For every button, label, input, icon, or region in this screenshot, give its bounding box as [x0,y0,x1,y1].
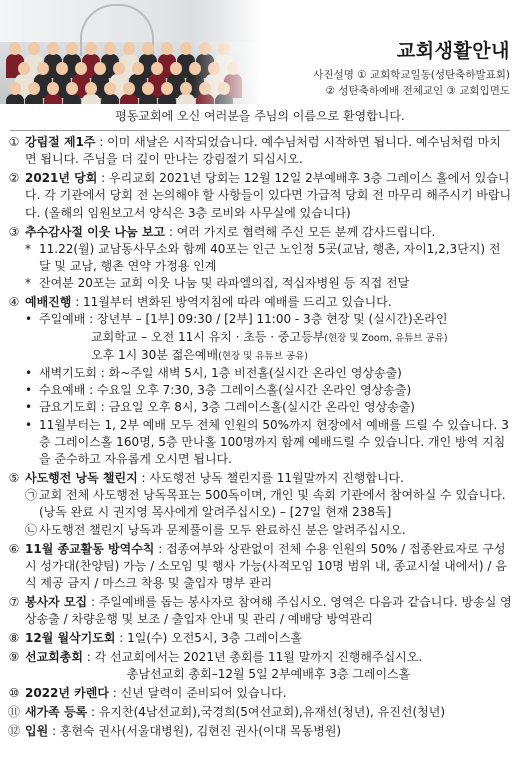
person-silhouette-head [28,42,40,55]
person-silhouette-body [6,94,24,104]
item-heading: 입원 [25,724,49,739]
person-silhouette-head [123,82,135,95]
item-number: ⑥ [8,541,20,556]
person-silhouette-body [82,94,100,104]
person-silhouette-head [151,62,163,75]
person-silhouette-head [9,82,21,95]
sub-note [25,275,512,292]
announcement-item [6,170,512,222]
item-text: : 신년 달력이 준비되어 있습니다. [108,686,287,701]
sub-text: 수요예배 : 수요일 오후 7:30, 3층 그레이스홀(실시간 온라인 영상송출) [39,383,412,398]
person-silhouette-body [44,94,62,104]
item-heading: 봉사자 모집 [25,595,88,610]
item-number: ① [8,135,20,149]
item-heading: 사도행전 낭독 챌린지 [25,471,138,486]
person-silhouette-head [180,82,192,95]
announcement-item [6,134,512,168]
sub-text: 11월부터는 1, 2부 예배 모두 전체 인원의 50%까지 현장에서 예배를 드릴 수 있습니다. 3층 그레이스홀 160명, 5층 만나홀 100명까지 함께 예배드릴 수 있습니다. 개인 방역 지침을 준수하고 자유롭게 오시면 됩니다. [39,417,509,467]
bullet-icon: • [25,417,33,432]
item-heading: 예배진행 [25,295,72,310]
item-number: ⑧ [8,631,20,646]
bullet-icon: • [25,366,33,381]
announcement-item [6,541,512,593]
item-heading: 11월 종교활동 방역수칙 [25,541,155,556]
item-number: ⑦ [8,595,20,610]
item-number: ⑪ [7,705,20,720]
item-text: : 11월부터 변화된 방역지침에 따라 예배를 드리고 있습니다. [71,295,392,310]
item-text: : 이미 새날은 시작되었습니다. 예수님처럼 시작하면 됩니다. 예수님처럼 마치면 됩니다. 주님을 더 깊이 만나는 강림절기 되십시오. [25,135,501,167]
sub-note-centered: 총남선교회 총회–12월 5일 2부예배후 3층 그레이스홀 [126,667,411,682]
header [0,0,518,104]
item-number: ③ [8,224,20,239]
item-heading: 추수감사절 이웃 나눔 보고 [25,224,166,239]
item-heading: 2022년 카렌다 [25,686,109,701]
person-silhouette-body [139,94,157,104]
announcement-item [6,723,512,740]
item-number: ⑫ [7,724,20,739]
item-text: : 1일(수) 오전5시, 3층 그레이스홀 [115,631,303,646]
announcement-item [6,294,512,468]
item-number: ② [8,171,20,186]
person-silhouette-head [142,42,154,55]
person-silhouette-head [104,42,116,55]
person-silhouette-head [85,82,97,95]
item-heading: 12월 월삭기도회 [25,631,116,646]
announcement-list [6,134,512,742]
sub-text: 새벽기도회 : 화~주일 새벽 5시, 1층 비전홀(실시간 온라인 영상송출) [39,366,402,381]
person-silhouette-head [132,62,144,75]
sub-note-small: (현장 및 유튜브 공유) [218,350,308,362]
item-number: ④ [8,295,20,310]
item-heading: 선교회총회 [25,650,83,665]
item-number: ⑩ [8,686,20,701]
person-silhouette-head [180,42,192,55]
person-silhouette-head [113,62,125,75]
item-number: ⑤ [8,471,20,486]
person-silhouette-body [63,94,81,104]
worship-young [25,347,512,365]
person-silhouette-head [85,42,97,55]
person-silhouette-head [47,82,59,95]
bullet-mark: * [25,241,31,256]
sub-text: 사도행전 챌린지 낭독과 문제풀이를 모두 완료하신 분은 알려주십시오. [39,522,406,537]
bullet-mark: ㉡ [25,522,38,537]
announcement-item [6,594,512,628]
sub-label: 주일예배 : [39,312,98,327]
caption-line: ② 성탄축하예배 전체교인 ③ 교회입면도 [325,85,510,97]
item-text: : 홍현숙 권사(서울대병원), 김현진 권사(이대 목동병원) [48,724,342,739]
announcement-item [6,685,512,702]
item-text: : 여러 가지로 협력해 주신 모든 분께 감사드립니다. [165,224,436,239]
person-silhouette-head [28,82,40,95]
item-text: : 사도행전 낭독 챌린지를 11월말까지 진행합니다. [137,471,404,486]
person-silhouette-head [75,62,87,75]
worship-wednesday [25,382,512,399]
person-silhouette-head [161,82,173,95]
person-silhouette-head [66,42,78,55]
item-text: : 주일예배를 돕는 봉사자로 참여해 주십시오. 영역은 다음과 같습니다. 방송실 영상송출 / 차량운행 및 보조 / 출입자 안내 및 관리 / 예배당 방역관리 [25,595,512,627]
worship-sunday [25,311,512,328]
item-text: : 유지찬(4남선교회),국경희(5여선교회),유재선(청년), 유진선(청년) [87,705,446,720]
item-text: : 각 선교회에서는 2021년 총회를 11월 말까지 진행해주십시오. [82,650,423,665]
item-heading: 강림절 제1주 [25,135,96,149]
worship-note [25,417,512,469]
person-silhouette-head [37,62,49,75]
item-heading: 2021년 당회 [25,171,98,186]
sub-note [25,241,512,275]
sub-text: 교회 전체 사도행전 낭독목표는 500독이며, 개인 및 속회 기관에서 참여하실 수 있습니다. (낭독 완료 시 권지영 목사에게 알려주십시오) – [27일 현재 238독] [39,488,506,520]
item-text: : 우리교회 2021년 당회는 12월 12일 2부예배후 3층 그레이스 홀에서 있습니다. 각 기관에서 당회 전 논의해야 할 사항들이 있다면 가급적 당회 전 마무리 해주시기 바랍니다. (올해의 임원보고서 양식은 3층 로비와 사무실에 있습니다) [25,171,512,220]
person-silhouette-head [18,62,30,75]
bullet-icon: • [25,312,33,327]
item-number: ⑨ [8,650,20,665]
person-silhouette-head [123,42,135,55]
announcement-item [6,630,512,647]
bullet-mark: ㉠ [25,488,38,503]
bullet-icon: • [25,383,33,398]
sub-text: 금요기도회 : 금요일 오후 8시, 3층 그레이스홀(실시간 온라인 영상송출) [39,400,415,415]
worship-friday [25,399,512,416]
bullet-mark: * [25,276,31,291]
bullet-icon: • [25,400,33,415]
sub-text: 교회학교 – 오전 11시 유치 · 초등 · 중고등부 [91,329,325,344]
person-silhouette-head [142,82,154,95]
announcement-item [6,224,512,293]
sub-text: 오후 1시 30분 젊은예배 [91,347,219,362]
photo-caption [262,67,510,99]
person-silhouette-head [94,62,106,75]
person-silhouette-head [56,62,68,75]
sub-note [25,487,512,521]
person-silhouette-body [120,94,138,104]
sub-text: 잔여분 20포는 교회 이웃 나눔 및 라파엘의집, 적십자병원 등 직접 전달 [39,276,410,291]
person-silhouette-body [158,94,176,104]
worship-dawn [25,365,512,382]
person-silhouette-head [104,82,116,95]
person-silhouette-body [101,94,119,104]
sub-note [25,522,512,539]
person-silhouette-head [9,42,21,55]
sub-note-small: (현장 및 Zoom, 유튜브 공유) [324,332,448,344]
sub-text: 장년부 – [1부] 09:30 / [2부] 11:00 - 3층 현장 및 (실시간)온라인 [97,312,448,327]
church-group-photo [0,0,262,104]
item-text: : 접종여부와 상관없이 전체 수용 인원의 50% / 접종완료자로 구성시 성가대(찬양팀) 가능 / 소모임 및 행사 가능(사적모임 10명 범위 내, 종교시설 내에서) / 음식 제공 금지 / 마스크 착용 및 출입자 명부 관리 [25,541,507,591]
announcement-item [6,704,512,721]
person-silhouette-head [66,82,78,95]
page-title: 교회생활안내 [396,40,510,62]
person-silhouette-head [170,62,182,75]
announcement-item [6,470,512,539]
person-silhouette-head [161,42,173,55]
item-heading: 새가족 등록 [25,705,88,720]
person-silhouette-head [47,42,59,55]
sub-text: 11.22(월) 교남동사무소와 함께 40포는 인근 노인정 5곳(교남, 행촌, 자이1,2,3단지) 전달 및 교남, 행촌 연약 가정용 인계 [39,241,501,274]
announcement-item [6,649,512,683]
person-silhouette-body [25,94,43,104]
caption-line: 사진설명 ① 교회학교일동(성탄축하발표회) [313,69,510,81]
worship-sunday-school [25,329,512,347]
welcome-greeting: 평동교회에 오신 여러분을 주님의 이름으로 환영합니다. [10,108,510,131]
